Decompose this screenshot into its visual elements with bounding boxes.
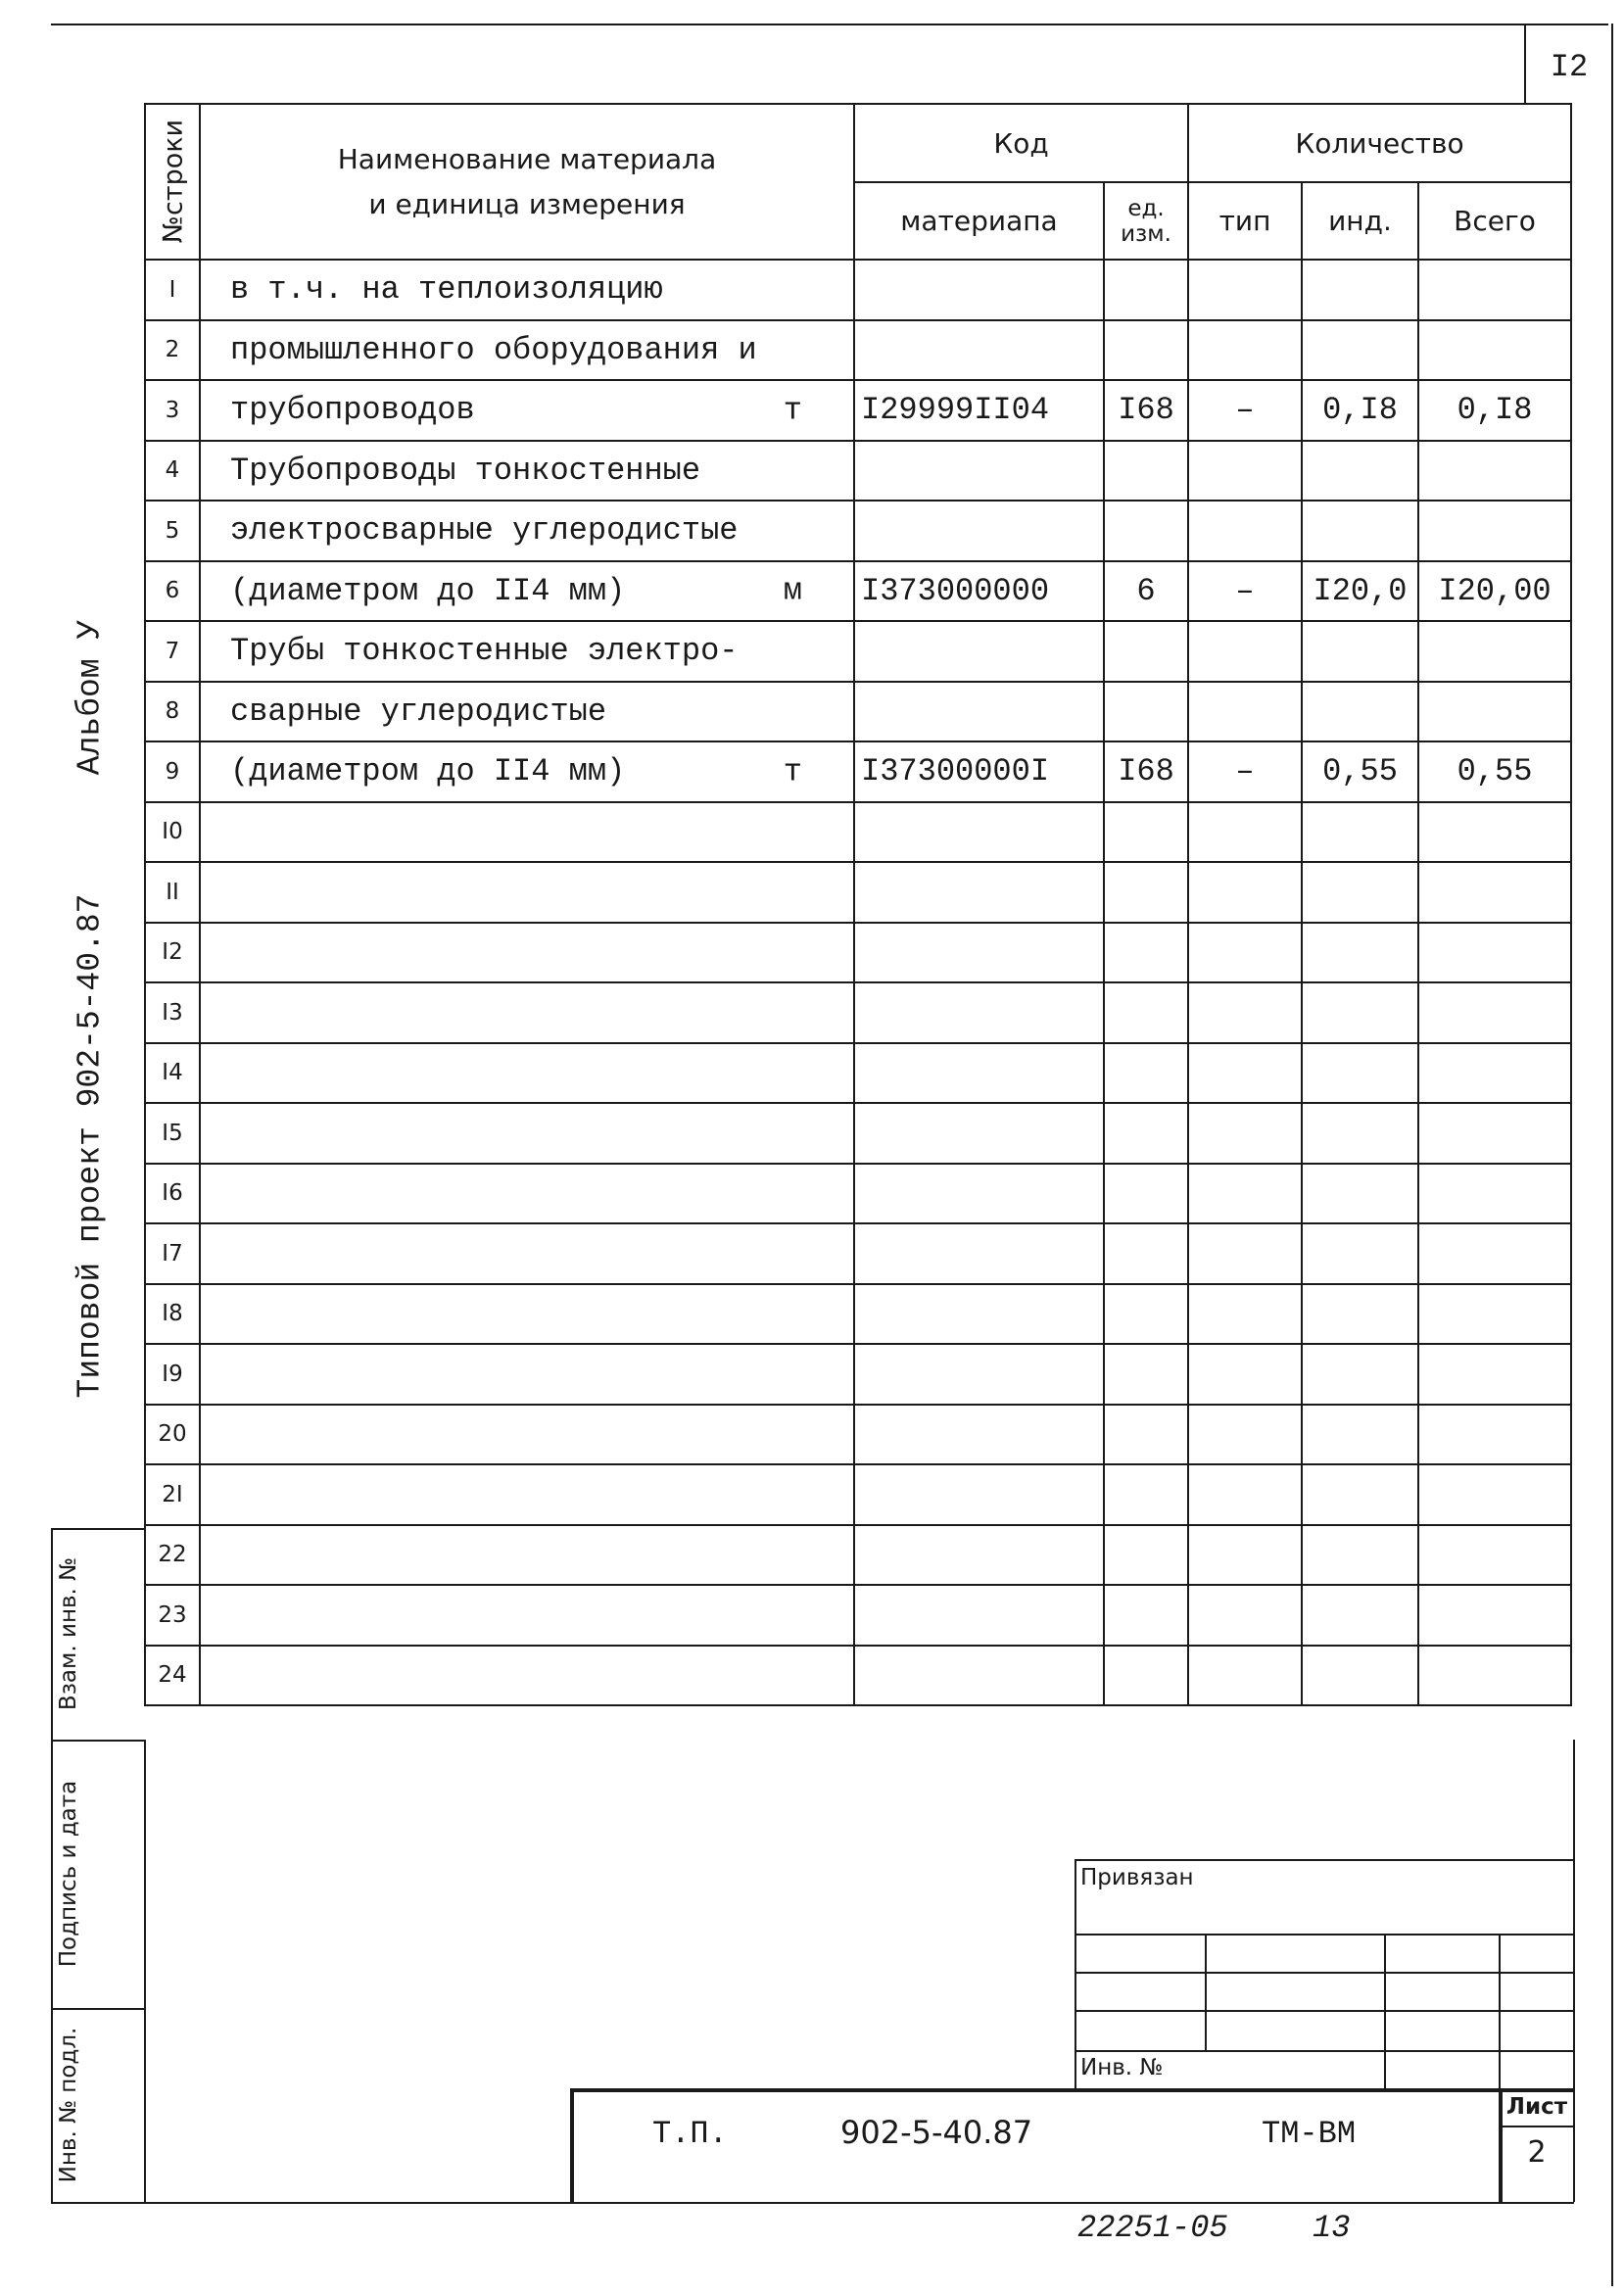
material-name	[200, 561, 854, 622]
material-name	[200, 1164, 854, 1224]
row-number: 2I	[145, 1464, 200, 1525]
unit-letter: м	[783, 572, 802, 609]
qty-ind	[1302, 501, 1418, 561]
header-qty-total: Всего	[1418, 182, 1571, 260]
privyazan-label: Привязан	[1080, 1865, 1194, 1890]
header-quantity-group: Количество	[1188, 104, 1571, 182]
header-material-code: материапа	[854, 182, 1104, 260]
unit-code	[1104, 1043, 1188, 1104]
bottom-area-bottom	[144, 2202, 1574, 2204]
qty-ind	[1302, 1103, 1418, 1164]
unit-code	[1104, 1223, 1188, 1284]
bottom-area-right	[1573, 1740, 1575, 2202]
table-row	[145, 501, 1571, 561]
qty-total	[1418, 260, 1571, 320]
qty-total	[1418, 320, 1571, 381]
material-name	[200, 862, 854, 923]
material-name	[200, 501, 854, 561]
row-number: 23	[145, 1585, 200, 1646]
material-code	[854, 1405, 1104, 1465]
row-number: 22	[145, 1525, 200, 1586]
qty-ind	[1302, 1344, 1418, 1405]
header-row-number: №строки	[145, 104, 200, 260]
header-name-line2: и единица измерения	[368, 187, 686, 220]
qty-type	[1188, 923, 1302, 983]
unit-code	[1104, 1585, 1188, 1646]
row-number: 20	[145, 1405, 200, 1465]
row-number: I5	[145, 1103, 200, 1164]
row-number: I4	[145, 1043, 200, 1104]
qty-ind	[1302, 1525, 1418, 1586]
unit-code	[1104, 1405, 1188, 1465]
material-code	[854, 1525, 1104, 1586]
unit-code	[1104, 1103, 1188, 1164]
header-unit	[1104, 182, 1188, 260]
label-podpis-data: Подпись и дата	[56, 1780, 81, 1968]
material-name	[200, 802, 854, 863]
row-number: 7	[145, 621, 200, 682]
material-name	[200, 1043, 854, 1104]
table-row	[145, 862, 1571, 923]
table-row	[145, 1043, 1571, 1104]
page-number-box-left	[1524, 24, 1526, 104]
qty-ind: 0,55	[1302, 741, 1418, 802]
strip-bottom	[51, 2202, 144, 2204]
table-row	[145, 1646, 1571, 1706]
unit-code	[1104, 1525, 1188, 1586]
page-number: I2	[1550, 49, 1589, 85]
unit-letter: т	[783, 392, 802, 429]
table-row	[145, 1585, 1571, 1646]
material-code: I373000000	[854, 561, 1104, 622]
material-name	[200, 1284, 854, 1345]
qty-ind	[1302, 1164, 1418, 1224]
material-name-text: электросварные углеродистые	[230, 512, 739, 550]
material-name	[200, 741, 854, 802]
material-code	[854, 923, 1104, 983]
qty-total	[1418, 1646, 1571, 1706]
material-name-text: трубопроводов	[230, 392, 475, 429]
qty-total	[1418, 441, 1571, 502]
material-code	[854, 441, 1104, 502]
unit-code	[1104, 802, 1188, 863]
bottom-area-left	[144, 1740, 146, 2202]
header-material-name	[200, 104, 854, 260]
stamp-tp: Т.П.	[652, 2116, 728, 2152]
material-code	[854, 1464, 1104, 1525]
material-name	[200, 1405, 854, 1465]
material-name-text: в т.ч. на теплоизоляцию	[230, 271, 663, 309]
table-row	[145, 441, 1571, 502]
qty-type	[1188, 501, 1302, 561]
qty-type	[1188, 802, 1302, 863]
qty-ind	[1302, 1405, 1418, 1465]
material-code: I37300000I	[854, 741, 1104, 802]
row-number: I6	[145, 1164, 200, 1224]
table-row	[145, 1223, 1571, 1284]
qty-ind	[1302, 260, 1418, 320]
table-row	[145, 1525, 1571, 1586]
qty-ind	[1302, 1585, 1418, 1646]
row-number: I2	[145, 923, 200, 983]
material-code	[854, 682, 1104, 742]
material-name	[200, 621, 854, 682]
strip-div-2	[51, 2008, 144, 2010]
qty-type	[1188, 320, 1302, 381]
qty-type	[1188, 682, 1302, 742]
material-name-text: (диаметром до II4 мм)	[230, 572, 626, 609]
material-code	[854, 862, 1104, 923]
qty-total: 0,55	[1418, 741, 1571, 802]
table-body	[145, 260, 1571, 1705]
qty-type	[1188, 1223, 1302, 1284]
table-row	[145, 802, 1571, 863]
stamp-sheet-code: ТМ-ВМ	[1262, 2116, 1357, 2152]
qty-total	[1418, 1284, 1571, 1345]
row-number: 6	[145, 561, 200, 622]
table-row	[145, 923, 1571, 983]
material-code	[854, 1344, 1104, 1405]
unit-code	[1104, 1464, 1188, 1525]
qty-type	[1188, 1464, 1302, 1525]
row-number: I8	[145, 1284, 200, 1345]
qty-ind	[1302, 1043, 1418, 1104]
table-row	[145, 741, 1571, 802]
material-name	[200, 982, 854, 1043]
material-code	[854, 320, 1104, 381]
stamp-project-number: 902-5-40.87	[840, 2114, 1033, 2151]
qty-total	[1418, 1103, 1571, 1164]
unit-code	[1104, 260, 1188, 320]
qty-total	[1418, 1585, 1571, 1646]
material-name	[200, 682, 854, 742]
material-name-text: промышленного оборудования и	[230, 331, 757, 368]
header-qty-type: тип	[1188, 182, 1302, 260]
label-vzam-inv: Взам. инв. №	[56, 1556, 81, 1711]
row-number: I7	[145, 1223, 200, 1284]
privyazan-left	[1075, 1859, 1076, 2090]
material-name	[200, 320, 854, 381]
table-row	[145, 621, 1571, 682]
qty-ind	[1302, 320, 1418, 381]
qty-ind: 0,I8	[1302, 380, 1418, 441]
unit-code: I68	[1104, 741, 1188, 802]
stamp-list-number: 2	[1527, 2135, 1547, 2170]
qty-total	[1418, 1164, 1571, 1224]
unit-code	[1104, 862, 1188, 923]
qty-type: –	[1188, 380, 1302, 441]
unit-code	[1104, 682, 1188, 742]
material-name-text: (диаметром до II4 мм)	[230, 753, 626, 790]
table-row	[145, 1464, 1571, 1525]
table-row	[145, 1405, 1571, 1465]
material-name	[200, 923, 854, 983]
material-name-text: Трубы тонкостенные электро-	[230, 633, 739, 670]
privyazan-top	[1075, 1859, 1573, 1861]
material-code	[854, 1164, 1104, 1224]
qty-type	[1188, 1646, 1302, 1706]
qty-total: I20,00	[1418, 561, 1571, 622]
strip-div-1	[51, 1740, 144, 1742]
qty-ind	[1302, 982, 1418, 1043]
row-number: I3	[145, 982, 200, 1043]
material-code	[854, 802, 1104, 863]
qty-type	[1188, 1284, 1302, 1345]
qty-total	[1418, 1464, 1571, 1525]
unit-code: 6	[1104, 561, 1188, 622]
table-row	[145, 1164, 1571, 1224]
qty-type: –	[1188, 561, 1302, 622]
unit-code	[1104, 982, 1188, 1043]
material-code	[854, 1103, 1104, 1164]
qty-ind	[1302, 923, 1418, 983]
row-number: 5	[145, 501, 200, 561]
header-name-line1: Наименование материала	[337, 142, 717, 175]
row-number: I9	[145, 1344, 200, 1405]
row-number: I	[145, 260, 200, 320]
header-unit-line2: изм.	[1121, 220, 1171, 247]
qty-total	[1418, 1405, 1571, 1465]
material-code	[854, 621, 1104, 682]
qty-ind	[1302, 441, 1418, 502]
qty-type	[1188, 621, 1302, 682]
unit-code	[1104, 621, 1188, 682]
material-code	[854, 1284, 1104, 1345]
table-row	[145, 320, 1571, 381]
material-name-text: Трубопроводы тонкостенные	[230, 452, 701, 489]
material-name	[200, 1223, 854, 1284]
material-name-text: сварные углеродистые	[230, 693, 607, 730]
row-number: 4	[145, 441, 200, 502]
privyazan-col-1	[1205, 1934, 1207, 2050]
qty-total	[1418, 982, 1571, 1043]
privyazan-col-2	[1384, 1934, 1386, 2090]
qty-ind	[1302, 1646, 1418, 1706]
qty-type	[1188, 441, 1302, 502]
qty-total	[1418, 802, 1571, 863]
table-row	[145, 260, 1571, 320]
row-number: 24	[145, 1646, 200, 1706]
qty-type	[1188, 1405, 1302, 1465]
table-row	[145, 380, 1571, 441]
row-number: I0	[145, 802, 200, 863]
material-name	[200, 441, 854, 502]
row-number: 3	[145, 380, 200, 441]
row-number: II	[145, 862, 200, 923]
table-row	[145, 1344, 1571, 1405]
table-row	[145, 982, 1571, 1043]
unit-code	[1104, 1344, 1188, 1405]
material-code	[854, 982, 1104, 1043]
qty-ind	[1302, 1223, 1418, 1284]
qty-total	[1418, 1223, 1571, 1284]
top-border	[51, 24, 1608, 25]
qty-ind	[1302, 802, 1418, 863]
materials-table	[144, 103, 1572, 1706]
material-code	[854, 1585, 1104, 1646]
qty-type	[1188, 1103, 1302, 1164]
unit-code	[1104, 1646, 1188, 1706]
unit-code	[1104, 501, 1188, 561]
qty-type	[1188, 982, 1302, 1043]
material-name	[200, 1103, 854, 1164]
row-number: 2	[145, 320, 200, 381]
stamp-list-label: Лист	[1505, 2094, 1568, 2120]
row-number: 9	[145, 741, 200, 802]
material-name	[200, 380, 854, 441]
label-inv-podl: Инв. № подл.	[56, 2027, 81, 2183]
qty-total	[1418, 501, 1571, 561]
unit-code: I68	[1104, 380, 1188, 441]
strip-left-edge	[51, 1528, 53, 2202]
qty-ind	[1302, 621, 1418, 682]
qty-type: –	[1188, 741, 1302, 802]
material-name	[200, 260, 854, 320]
qty-ind	[1302, 862, 1418, 923]
footer-order-number: 22251-05	[1077, 2210, 1228, 2246]
header-unit-line1: ед.	[1127, 195, 1165, 221]
qty-ind	[1302, 1284, 1418, 1345]
table-row	[145, 561, 1571, 622]
unit-code	[1104, 1164, 1188, 1224]
qty-total	[1418, 1043, 1571, 1104]
unit-code	[1104, 1284, 1188, 1345]
table-row	[145, 682, 1571, 742]
table-row	[145, 1103, 1571, 1164]
header-code-group: Код	[854, 104, 1188, 182]
material-name	[200, 1344, 854, 1405]
header-qty-ind: инд.	[1302, 182, 1418, 260]
material-name	[200, 1525, 854, 1586]
footer-page: 13	[1313, 2210, 1351, 2246]
row-number: 8	[145, 682, 200, 742]
right-border	[1611, 24, 1613, 2286]
qty-ind	[1302, 682, 1418, 742]
qty-total	[1418, 862, 1571, 923]
qty-total	[1418, 923, 1571, 983]
qty-ind	[1302, 1464, 1418, 1525]
material-name	[200, 1646, 854, 1706]
unit-letter: т	[783, 753, 802, 790]
qty-total	[1418, 621, 1571, 682]
material-code	[854, 1043, 1104, 1104]
privyazan-col-3	[1499, 1934, 1501, 2090]
stamp-left	[570, 2088, 574, 2202]
strip-top	[51, 1528, 144, 1530]
qty-total	[1418, 1525, 1571, 1586]
unit-code	[1104, 923, 1188, 983]
stamp-top	[570, 2088, 1573, 2092]
qty-type	[1188, 862, 1302, 923]
qty-type	[1188, 1043, 1302, 1104]
stamp-list-divider	[1499, 2126, 1573, 2127]
material-code	[854, 501, 1104, 561]
qty-type	[1188, 1344, 1302, 1405]
material-code	[854, 1646, 1104, 1706]
unit-code	[1104, 441, 1188, 502]
side-project-title: Типовой проект 902-5-40.87	[72, 893, 109, 1399]
qty-total: 0,I8	[1418, 380, 1571, 441]
material-name	[200, 1464, 854, 1525]
material-code: I29999II04	[854, 380, 1104, 441]
side-album-title: Альбом У	[72, 619, 109, 776]
qty-total	[1418, 1344, 1571, 1405]
qty-type	[1188, 1585, 1302, 1646]
qty-ind: I20,0	[1302, 561, 1418, 622]
material-code	[854, 1223, 1104, 1284]
material-code	[854, 260, 1104, 320]
qty-type	[1188, 1164, 1302, 1224]
material-name	[200, 1585, 854, 1646]
qty-type	[1188, 1525, 1302, 1586]
unit-code	[1104, 320, 1188, 381]
qty-total	[1418, 682, 1571, 742]
table-row	[145, 1284, 1571, 1345]
inv-no-label: Инв. №	[1080, 2055, 1164, 2080]
qty-type	[1188, 260, 1302, 320]
